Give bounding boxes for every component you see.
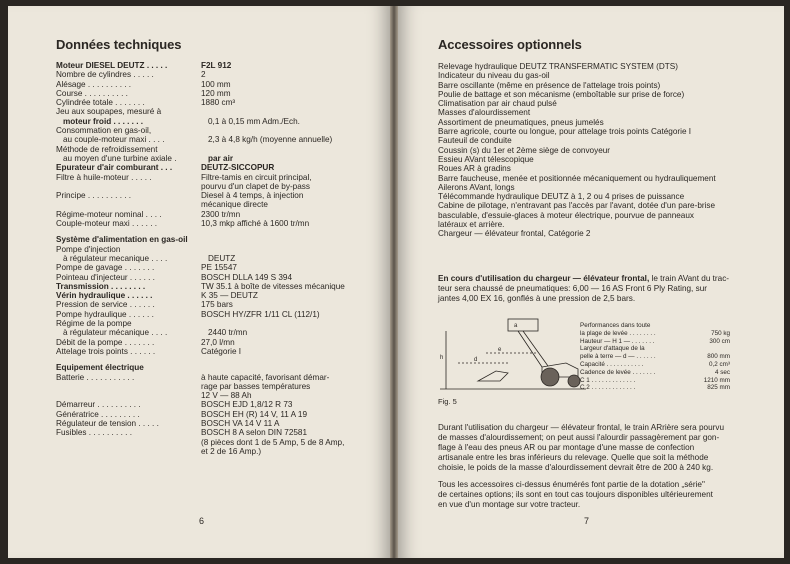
fuel-system-specs [56, 245, 386, 357]
spec-row [56, 428, 386, 437]
spec-label: Fusibles . . . . . . . . . . [56, 428, 132, 438]
page-title: Accessoires optionnels [438, 37, 582, 52]
accessory-item: Télécommande hydraulique DEUTZ à 1, 2 ou 4 prises de puissance [438, 192, 685, 202]
spec-value: BOSCH DLLA 149 S 394 [201, 272, 293, 282]
performance-row [580, 338, 730, 346]
performance-value: 4 sec [714, 368, 730, 376]
accessory-item: latéraux et arrière. [438, 220, 505, 230]
spec-label [56, 200, 201, 209]
spec-label: Attelage trois points . . . . . . [56, 346, 156, 356]
paragraph-line: artisanale entre les bras inférieurs du relevage. Quelle que soit la méthode [438, 453, 709, 463]
spec-label: à régulateur mecanique . . . . [63, 253, 168, 263]
spec-label: moteur froid . . . . . . . [63, 116, 144, 126]
spec-value: rage par basses températures [201, 381, 311, 391]
spec-label: Pompe de gavage . . . . . . . [56, 263, 155, 273]
spec-label: au moyen d'une turbine axiale . [63, 153, 177, 163]
spec-value: 175 bars [201, 300, 233, 310]
spec-value: DEUTZ-SICCOPUR [201, 163, 275, 173]
rear-ballast-paragraph [438, 423, 768, 473]
spec-row [56, 245, 386, 254]
accessory-item: Chargeur — élévateur frontal, Catégorie 2 [438, 229, 591, 239]
spec-row [56, 135, 386, 144]
spec-row [56, 310, 386, 319]
performance-row [580, 369, 730, 377]
spec-label: Nombre de cylindres . . . . . [56, 70, 154, 80]
paragraph-line: flage à l'eau des pneus AR ou par montage d'une masse de confection [438, 443, 695, 453]
performance-label: la plage de levée . . . . . . . . [580, 329, 656, 337]
spec-label [56, 382, 201, 391]
performance-row [580, 353, 730, 361]
performance-value: 300 cm [709, 337, 730, 345]
spec-label: Moteur DIESEL DEUTZ . . . . . [56, 61, 168, 70]
spec-row [56, 219, 386, 228]
spec-row [56, 300, 386, 309]
loader-tyre-paragraph [438, 274, 768, 304]
performance-label: Hauteur — H 1 — . . . . . . . [580, 337, 655, 345]
spec-label: Transmission . . . . . . . . [56, 281, 146, 291]
spec-label: Pointeau d'injecteur . . . . . . [56, 272, 155, 282]
spec-value: BOSCH HY/ZFR 1/11 CL (112/1) [201, 309, 320, 319]
spec-row [56, 391, 386, 400]
spec-label: Filtre à huile-moteur . . . . . [56, 172, 152, 182]
spec-value: Catégorie I [201, 346, 242, 356]
spec-label: Consommation en gas-oil, [56, 126, 152, 136]
figure-letter: d [474, 357, 478, 363]
availability-paragraph [438, 480, 768, 510]
spec-row [56, 154, 386, 163]
spec-row [56, 200, 386, 209]
spec-value: BOSCH EH (R) 14 V, 11 A 19 [201, 409, 308, 419]
page-number: 7 [584, 516, 590, 526]
spec-row [56, 291, 386, 300]
electrical-specs [56, 373, 386, 457]
accessory-item: Climatisation par air chaud pulsé [438, 99, 557, 109]
spec-label: Alésage . . . . . . . . . . [56, 79, 132, 89]
spec-value: pourvu d'un clapet de by-pass [201, 181, 310, 191]
spec-label [56, 438, 201, 447]
spec-value: BOSCH EJD 1,8/12 R 73 [201, 400, 293, 410]
spec-row [56, 98, 386, 107]
spec-label [56, 391, 201, 400]
spec-label: Régime de la pompe [56, 319, 132, 329]
paragraph-line: jantes 4,00 EX 16, gonflés à une pression de 2,5 bars. [438, 294, 636, 304]
spec-value: 12 V — 88 Ah [201, 391, 252, 401]
page-title: Données techniques [56, 37, 182, 52]
performance-value: 750 kg [711, 329, 730, 337]
spec-value: mécanique directe [201, 200, 268, 210]
figure-letter: h [440, 355, 444, 361]
performance-label: pelle à terre — d — . . . . . . [580, 353, 656, 361]
accessory-item: Indicateur du niveau du gas-oil [438, 71, 550, 81]
accessory-item: Assortiment de pneumatiques, pneus jumelés [438, 117, 604, 127]
spec-value: PE 15547 [201, 263, 237, 273]
accessory-item: Coussin (s) du 1er et 2ème siège de convoyeur [438, 145, 611, 155]
performance-row [580, 384, 730, 392]
performance-row [580, 377, 730, 385]
spec-label: Débit de la pompe . . . . . . . [56, 337, 155, 347]
spec-value: (8 pièces dont 1 de 5 Amp, 5 de 8 Amp, [201, 437, 345, 447]
spec-label: Principe . . . . . . . . . . [56, 191, 132, 201]
spec-value: 10,3 mkp affiché à 1600 tr/mn [201, 219, 310, 229]
spec-row [56, 338, 386, 347]
spec-value: 1880 cm³ [201, 98, 236, 108]
spec-label [56, 447, 201, 456]
spec-row [56, 126, 386, 135]
paragraph-line: en vue d'un montage sur votre tracteur. [438, 500, 581, 510]
spec-label: Pompe d'injection [56, 244, 121, 254]
spec-value: BOSCH 8 A selon DIN 72581 [201, 428, 308, 438]
spec-row [56, 182, 386, 191]
performance-label: Cadence de levée . . . . . . . [580, 368, 656, 376]
accessory-item: Essieu AVant télescopique [438, 154, 534, 164]
book-gutter [390, 6, 398, 558]
spec-label: Batterie . . . . . . . . . . . [56, 372, 135, 382]
spec-label: à régulateur mécanique . . . . [63, 328, 168, 338]
spec-label: au couple-moteur maxi . . . . [63, 135, 165, 145]
spec-value: DEUTZ [208, 253, 236, 263]
accessory-item: Ailerons AVant, longs [438, 182, 515, 192]
spec-row [56, 319, 386, 328]
spec-value: TW 35.1 à boîte de vitesses mécanique [201, 281, 345, 291]
paragraph-line: le train AVant du trac- [649, 274, 730, 283]
section-title: Système d'alimentation en gas-oil [56, 235, 188, 245]
spec-label: Pression de service . . . . . . [56, 300, 155, 310]
accessory-item: Poulie de battage et son mécanisme (emboîtable sur prise de force) [438, 89, 685, 99]
spec-row [56, 61, 386, 70]
accessory-item: basculable, d'essuie-glaces à moteur électrique, pourvue de panneaux [438, 210, 694, 220]
paragraph-line: Tous les accessoires ci-dessus énumérés font partie de la dotation „série" [438, 480, 705, 489]
performance-row [580, 361, 730, 369]
spec-row [56, 347, 386, 356]
paragraph-bold-lead: En cours d'utilisation du chargeur — élévateur frontal, [438, 274, 650, 283]
spec-value: 100 mm [201, 79, 231, 89]
performance-label: C 2 . . . . . . . . . . . . . [580, 384, 636, 392]
paragraph-line: Durant l'utilisation du chargeur — élévateur frontal, le train ARrière sera pourvu [438, 423, 724, 432]
accessory-item: Roues AR à gradins [438, 164, 511, 174]
spec-row [56, 400, 386, 409]
spec-value: 2440 tr/mn [208, 328, 248, 338]
spec-value: 120 mm [201, 88, 231, 98]
accessory-list [438, 62, 768, 239]
spec-row [56, 117, 386, 126]
spec-value: F2L 912 [201, 61, 232, 70]
performance-value: 800 mm [707, 353, 730, 361]
accessory-item: Barre oscillante (même en présence de l'attelage trois points) [438, 80, 661, 90]
accessory-item: Relevage hydraulique DEUTZ TRANSFERMATIC SYSTEM (DTS) [438, 62, 678, 71]
performance-row [580, 345, 730, 353]
spec-row [56, 263, 386, 272]
section-title: Equipement électrique [56, 363, 144, 373]
spec-value: K 35 — DEUTZ [201, 291, 258, 301]
front-loader-diagram [438, 311, 588, 395]
left-page [8, 6, 390, 558]
accessory-item: Barre faucheuse, menée et positionnée mécaniquement ou hydrauliquement [438, 173, 716, 183]
spec-label: Jeu aux soupapes, mesuré à [56, 107, 162, 117]
spec-row [56, 145, 386, 154]
spec-value: 2300 tr/mn [201, 209, 241, 219]
spec-table [56, 61, 386, 456]
spec-label: Course . . . . . . . . . . [56, 88, 128, 98]
spec-row [56, 70, 386, 79]
spec-row [56, 282, 386, 291]
spec-label: Cylindrée totale . . . . . . . [56, 98, 145, 108]
spec-label: Epurateur d'air comburant . . . [56, 163, 173, 173]
figure-letter: a [514, 323, 518, 329]
spec-value: Filtre-tamis en circuit principal, [201, 172, 312, 182]
spec-value: Diesel à 4 temps, à injection [201, 191, 304, 201]
figure-letter: e [498, 347, 502, 353]
accessory-item: Barre agricole, courte ou longue, pour attelage trois points Catégorie I [438, 127, 692, 137]
accessory-item: Fauteuil de conduite [438, 136, 512, 146]
spec-value: 0,1 à 0,15 mm Adm./Ech. [208, 116, 300, 126]
spec-row [56, 210, 386, 219]
performance-value: 0,2 cm³ [709, 360, 730, 368]
spec-row [56, 254, 386, 263]
accessory-item: Masses d'alourdissement [438, 108, 531, 118]
spec-row [56, 173, 386, 182]
figure-caption: Fig. 5 [438, 397, 457, 406]
performance-table [580, 322, 730, 392]
paragraph-line: choisie, le poids de la masse d'alourdissement devrait être de 200 à 240 kg. [438, 463, 714, 473]
performance-value: 1210 mm [703, 376, 730, 384]
performance-row [580, 330, 730, 338]
spec-label [56, 182, 201, 191]
performance-label: Capacité . . . . . . . . . . . [580, 360, 644, 368]
engine-specs [56, 61, 386, 228]
spec-label: Génératrice . . . . . . . . . [56, 409, 140, 419]
spec-row [56, 410, 386, 419]
performance-label: Largeur d'attaque de la [580, 345, 645, 353]
spec-row [56, 328, 386, 337]
spec-label: Régime-moteur nominal . . . . [56, 209, 162, 219]
spec-row [56, 107, 386, 116]
spec-row [56, 382, 386, 391]
right-page [398, 6, 784, 558]
spec-value: 2,3 à 4,8 kg/h (moyenne annuelle) [208, 135, 333, 145]
spec-value: à haute capacité, favorisant démar- [201, 372, 330, 382]
spec-label: Régulateur de tension . . . . . [56, 418, 159, 428]
accessory-item: Cabine de pilotage, n'entravant pas l'accès par l'avant, dotée d'un pare-brise [438, 201, 716, 211]
spec-label: Démarreur . . . . . . . . . . [56, 400, 141, 410]
spec-value: 27,0 l/mn [201, 337, 235, 347]
spec-value: BOSCH VA 14 V 11 A [201, 418, 280, 428]
spec-label: Pompe hydraulique . . . . . . [56, 309, 154, 319]
spec-row [56, 373, 386, 382]
paragraph-line: de certaines options; ils sont en tout cas toujours disponibles ultérieurement [438, 490, 713, 500]
performance-rows [580, 330, 730, 392]
performance-title: Performances dans toute [580, 322, 651, 329]
spec-value: par air [208, 153, 234, 163]
spec-label: Vérin hydraulique . . . . . . [56, 291, 153, 301]
spec-row [56, 273, 386, 282]
spec-row [56, 419, 386, 428]
spec-label: Couple-moteur maxi . . . . . . [56, 219, 158, 229]
page-number: 6 [199, 516, 205, 526]
spec-row [56, 438, 386, 447]
spec-row [56, 191, 386, 200]
spec-value: 2 [201, 70, 206, 80]
spec-row [56, 447, 386, 456]
spec-row [56, 89, 386, 98]
spec-row [56, 80, 386, 89]
performance-value: 825 mm [707, 384, 730, 392]
spec-label: Méthode de refroidissement [56, 144, 158, 154]
spec-row [56, 163, 386, 172]
spec-value: et 2 de 16 Amp.) [201, 446, 262, 456]
performance-label: C 1 . . . . . . . . . . . . . [580, 376, 636, 384]
paragraph-line: de masses d'alourdissement; on peut aussi l'alourdir passagèrement par gon- [438, 433, 720, 443]
paragraph-line: teur sera chaussé de pneumatiques: 6,00 — 16 AS Front 6 Ply Rating, sur [438, 284, 707, 294]
